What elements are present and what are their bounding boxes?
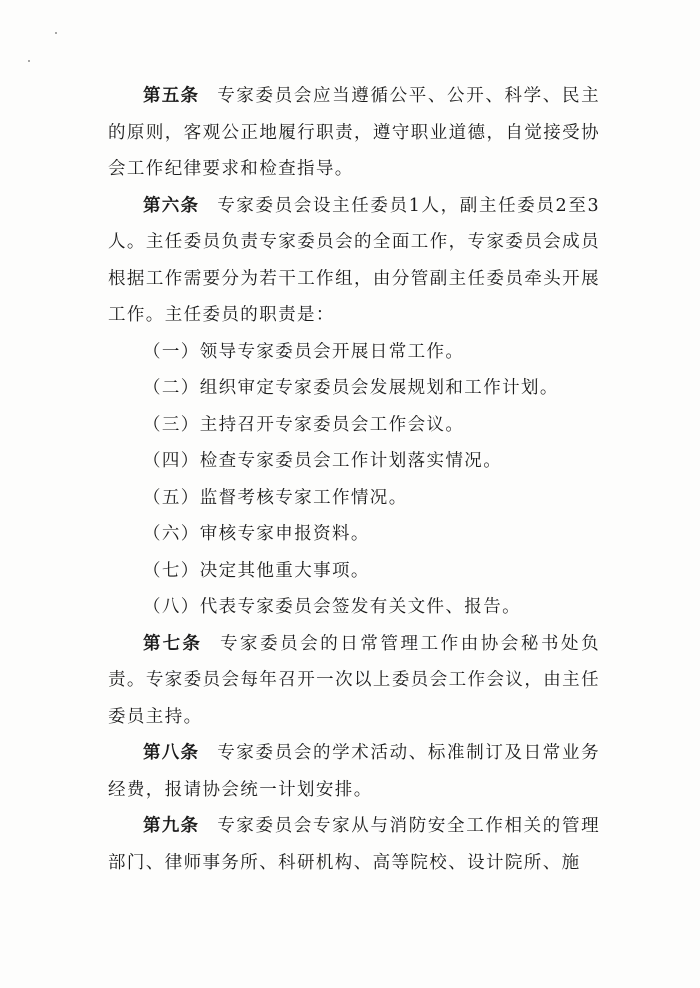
list-item: （四）检查专家委员会工作计划落实情况。 [143,451,503,471]
list-item: （七）决定其他重大事项。 [143,560,370,581]
article-8 [108,735,600,808]
article-number: 第九条 [143,816,200,836]
article-text: 专家委员会的学术活动、标准制订及日常业务经费，报请协会统一计划安排。 [108,743,600,800]
article-number: 第五条 [143,86,200,106]
article-text: 专家委员会设主任委员1人，副主任委员2至3人。主任委员负责专家委员会的全面工作，专家委员会成员根据工作需要分为若干工作组，由分管副主任委员牵头开展工作。主任委员的职责是： [108,195,600,325]
list-item: （八）代表专家委员会签发有关文件、报告。 [143,597,521,617]
scan-speck [28,60,30,62]
list-item: （六）审核专家申报资料。 [143,524,370,544]
article-number: 第六条 [143,195,200,216]
document-body [108,78,600,881]
article-number: 第七条 [143,633,202,654]
list-item: （一）领导专家委员会开展日常工作。 [143,341,465,362]
article-9 [108,808,600,881]
article-7 [108,626,600,736]
article-5 [108,78,600,188]
article-number: 第八条 [143,743,200,763]
article-text: 专家委员会的日常管理工作由协会秘书处负责。专家委员会每年召开一次以上委员会工作会议，由主任委员主持。 [108,633,600,727]
article-text: 专家委员会应当遵循公平、公开、科学、民主的原则，客观公正地履行职责，遵守职业道德，自觉接受协会工作纪律要求和检查指导。 [108,86,600,179]
article-text: 专家委员会专家从与消防安全工作相关的管理部门、律师事务所、科研机构、高等院校、设计院所、施 [108,816,600,873]
list-item: （二）组织审定专家委员会发展规划和工作计划。 [143,378,559,398]
article-6 [108,188,600,334]
scan-speck [55,32,57,34]
list-item: （五）监督考核专家工作情况。 [143,487,408,508]
list-item: （三）主持召开专家委员会工作会议。 [143,414,465,435]
